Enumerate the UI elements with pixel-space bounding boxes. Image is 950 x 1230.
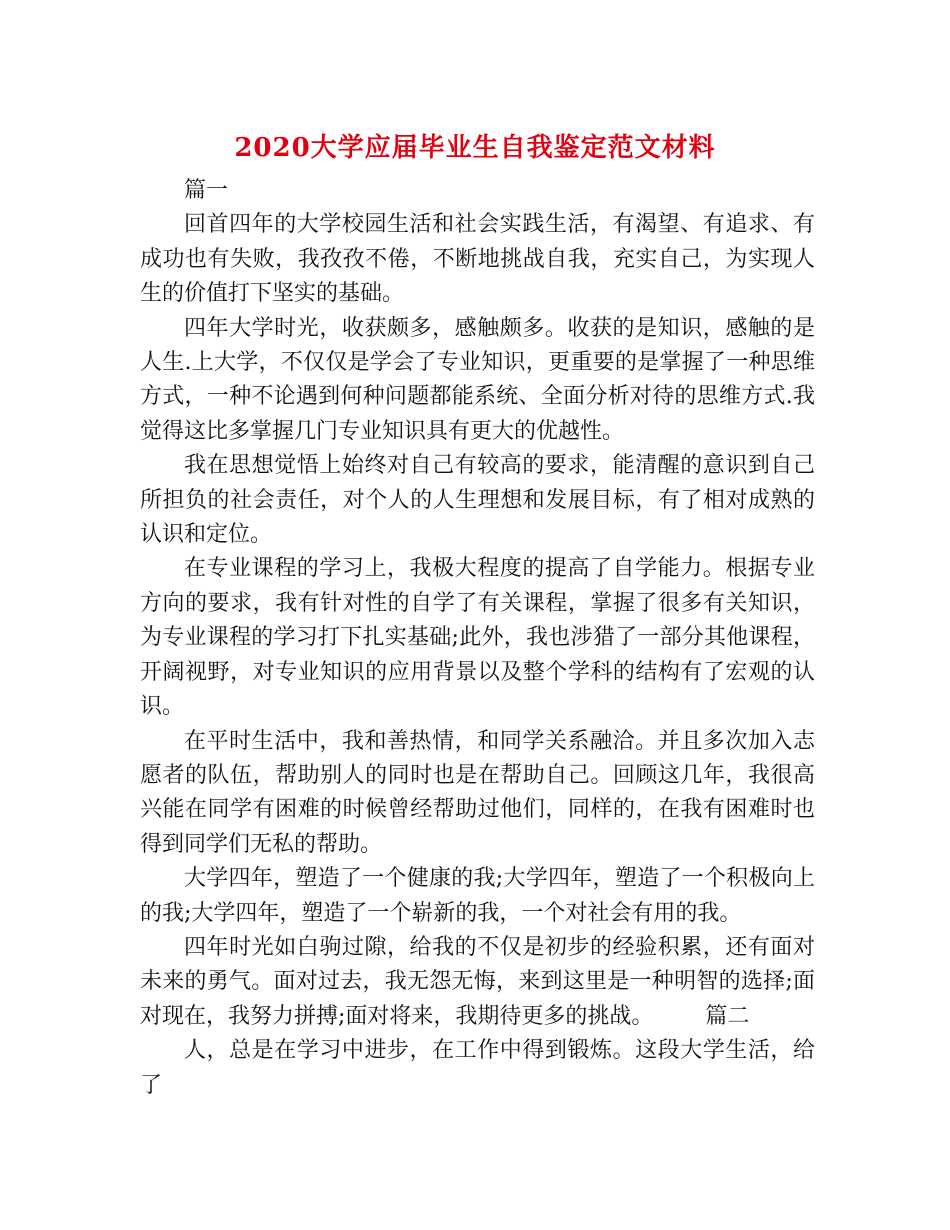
paragraph-8: 人，总是在学习中进步，在工作中得到锻炼。这段大学生活，给了: [140, 1038, 815, 1098]
paragraph-7: [140, 931, 815, 1034]
document-title: 2020大学应届毕业生自我鉴定范文材料: [234, 133, 716, 163]
paragraph-3: 我在思想觉悟上始终对自己有较高的要求，能清醒的意识到自己所担负的社会责任，对个人的人生理想和发展目标，有了相对成熟的认识和定位。: [140, 453, 815, 548]
paragraph-1: 回首四年的大学校园生活和社会实践生活，有渴望、有追求、有成功也有失败，我孜孜不倦，不断地挑战自我，充实自己，为实现人生的价值打下坚实的基础。: [140, 212, 815, 307]
section-two-label: 篇二: [705, 1003, 750, 1029]
paragraph-2: 四年大学时光，收获颇多，感触颇多。收获的是知识，感触的是人生.上大学，不仅仅是学会了专业知识，更重要的是掌握了一种思维方式，一种不论遇到何种问题都能系统、全面分析对待的思维方式.我觉得这比多掌握几门专业知识具有更大的优越性。: [140, 315, 815, 444]
document-body: [140, 174, 815, 1103]
section-one-label: 篇一: [184, 178, 229, 203]
paragraph-7-text: 四年时光如白驹过隙，给我的不仅是初步的经验积累，还有面对未来的勇气。面对过去，我无怨无悔，来到这里是一种明智的选择;面对现在，我努力拼搏;面对将来，我期待更多的挑战。: [140, 934, 815, 1029]
paragraph-5: 在平时生活中，我和善热情，和同学关系融洽。并且多次加入志愿者的队伍，帮助别人的同时也是在帮助自己。回顾这几年，我很高兴能在同学有困难的时候曾经帮助过他们，同样的，在我有困难时也得到同学们无私的帮助。: [140, 728, 815, 857]
paragraph-4: 在专业课程的学习上，我极大程度的提高了自学能力。根据专业方向的要求，我有针对性的自学了有关课程，掌握了很多有关知识，为专业课程的学习打下扎实基础;此外，我也涉猎了一部分其他课程，开阔视野，对专业知识的应用背景以及整个学科的结构有了宏观的认识。: [140, 556, 815, 720]
paragraph-6: 大学四年，塑造了一个健康的我;大学四年，塑造了一个积极向上的我;大学四年，塑造了一个崭新的我，一个对社会有用的我。: [140, 866, 815, 926]
